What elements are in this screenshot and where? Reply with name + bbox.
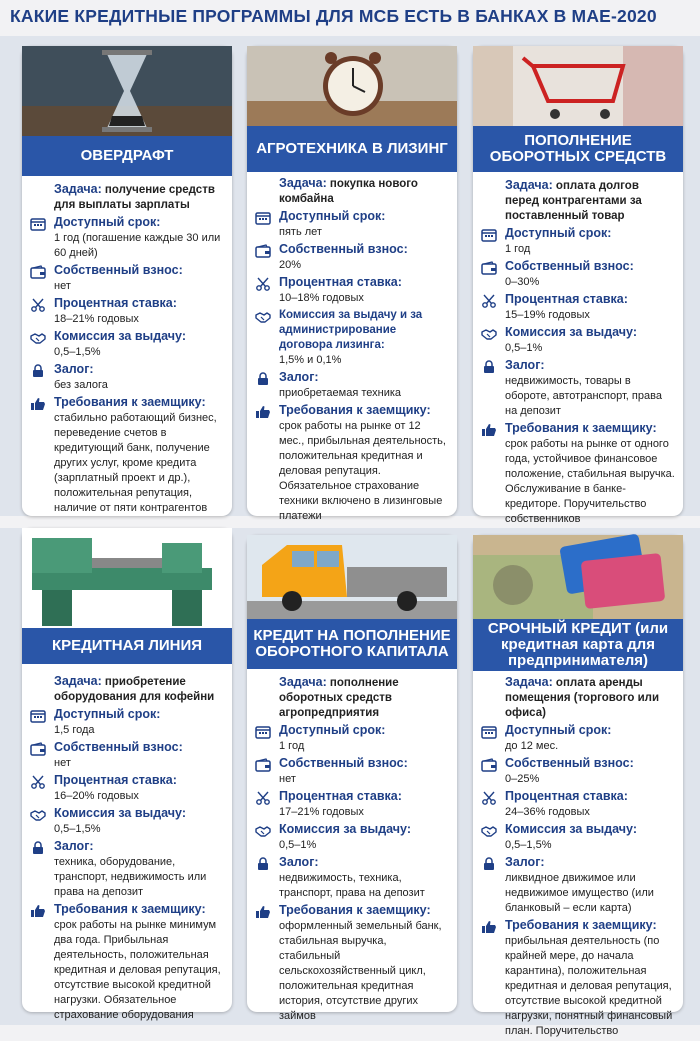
row-value: 0,5–1% <box>505 342 543 354</box>
row-value: техника, оборудование, транспорт, недвижимость или права на депозит <box>54 856 207 898</box>
info-row <box>30 839 224 900</box>
info-row <box>255 242 449 273</box>
row-label: Процентная ставка: <box>279 275 402 289</box>
hourglass-photo <box>22 46 232 136</box>
card-working-capital-loan <box>247 535 457 1022</box>
row-value: 17–21% годовых <box>279 806 364 818</box>
card-working-capital <box>473 46 683 525</box>
row-value: 1 год <box>505 243 531 255</box>
row-value: оформленный земельный банк, стабильная выручка, стабильный сельскохозяйственный цикл, положительная кредитная история, отсутствие других займов <box>279 920 442 1022</box>
card-body <box>247 675 457 1026</box>
row-value: ликвидное движимое или недвижимое имущество (или бланковый – если карта) <box>505 872 654 914</box>
info-row <box>481 421 675 527</box>
page-title: КАКИЕ КРЕДИТНЫЕ ПРОГРАММЫ ДЛЯ МСБ ЕСТЬ В БАНКАХ В МАЕ-2020 <box>10 6 657 26</box>
row-value: оплата долгов перед контрагентами за поставленный товар <box>505 180 642 222</box>
row-label: Требования к заемщику: <box>279 903 431 917</box>
row-value: без залога <box>54 379 108 391</box>
info-row <box>30 263 224 294</box>
row-value: 0–30% <box>505 276 540 288</box>
card-term-loan <box>473 535 683 1037</box>
row-label: Залог: <box>505 358 545 372</box>
pickup-truck-photo <box>247 535 457 619</box>
row-label: Комиссия за выдачу: <box>54 329 187 343</box>
row-label: Доступный срок: <box>54 707 161 721</box>
row-label: Комиссия за выдачу: <box>279 822 412 836</box>
row-value: нет <box>54 757 71 769</box>
info-row <box>255 209 449 240</box>
info-row <box>481 756 675 787</box>
info-row <box>481 178 675 224</box>
row-value: 24–36% годовых <box>505 806 590 818</box>
shopping-cart-photo <box>473 46 683 126</box>
thumbs-up-icon <box>255 905 273 919</box>
calendar-icon <box>481 228 499 242</box>
thumbs-up-icon <box>30 397 48 411</box>
card-agro-leasing <box>247 46 457 522</box>
handshake-icon <box>481 327 499 341</box>
row-label: Требования к заемщику: <box>279 403 431 417</box>
info-row <box>481 226 675 257</box>
wallet-icon <box>30 742 48 756</box>
row-label: Требования к заемщику: <box>54 902 206 916</box>
wallet-icon <box>481 261 499 275</box>
scissors-icon <box>255 791 273 805</box>
row-value: 16–20% годовых <box>54 790 139 802</box>
calendar-icon <box>255 725 273 739</box>
row-label: Собственный взнос: <box>279 242 408 256</box>
lock-icon <box>30 841 48 855</box>
thumbs-up-icon <box>255 405 273 419</box>
row-label: Процентная ставка: <box>54 773 177 787</box>
row-label: Собственный взнос: <box>505 756 634 770</box>
row-value: 0–25% <box>505 773 540 785</box>
row-value: срок работы на рынке минимум два года. Прибыльная деятельность, положительная кредитная и деловая репутация, отсутствие высокой кредитной нагрузки. Обязательное страхование оборудования <box>54 919 221 1021</box>
wallet-icon <box>255 758 273 772</box>
info-row <box>481 723 675 754</box>
row-label: Доступный срок: <box>505 723 612 737</box>
row-label: Доступный срок: <box>279 209 386 223</box>
wallet-icon <box>255 244 273 258</box>
card-body <box>247 176 457 526</box>
card-heading: ОВЕРДРАФТ <box>22 136 232 176</box>
row-value: приобретение оборудования для кофейни <box>54 676 215 703</box>
handshake-icon <box>30 331 48 345</box>
info-row <box>30 362 224 393</box>
info-row <box>255 370 449 401</box>
thumbs-up-icon <box>481 423 499 437</box>
calendar-icon <box>255 211 273 225</box>
calendar-icon <box>481 725 499 739</box>
lock-icon <box>255 857 273 871</box>
handshake-icon <box>255 310 273 324</box>
card-body <box>22 674 232 1025</box>
info-row <box>255 822 449 853</box>
info-row <box>481 358 675 419</box>
card-credit-line <box>22 528 232 1021</box>
row-label: Процентная ставка: <box>505 292 628 306</box>
row-value: 20% <box>279 259 302 271</box>
row-label: Собственный взнос: <box>279 756 408 770</box>
row-label: Комиссия за выдачу: <box>505 822 638 836</box>
row-label: Собственный взнос: <box>54 263 183 277</box>
row-label: Требования к заемщику: <box>54 395 206 409</box>
info-row <box>255 903 449 1024</box>
card-heading: ПОПОЛНЕНИЕ ОБОРОТНЫХ СРЕДСТВ <box>473 126 683 172</box>
row-label: Задача: <box>505 675 553 689</box>
row-value: получение средств для выплаты зарплаты <box>54 184 215 211</box>
row-label: Залог: <box>279 855 319 869</box>
row-value: пополнение оборотных средств агропредприятия <box>279 677 399 719</box>
info-row <box>30 707 224 738</box>
info-row <box>255 403 449 524</box>
thumbs-up-icon <box>481 920 499 934</box>
lock-icon <box>481 857 499 871</box>
info-row <box>255 308 449 368</box>
card-body <box>473 675 683 1041</box>
calendar-icon <box>30 709 48 723</box>
card-heading: АГРОТЕХНИКА В ЛИЗИНГ <box>247 126 457 172</box>
info-row <box>30 395 224 516</box>
row-value: срок работы на рынке от одного года, устойчивое финансовое положение, стабильная выручка. Обслуживание в банке-кредиторе. Поручительство собственников <box>505 438 675 525</box>
row-value: прибыльная деятельность (по крайней мере, до начала карантина), положительная кредитная и деловая репутация, отсутствие высокой кредитной нагрузки, понятный финансовый план. Поручительство <box>505 935 673 1037</box>
row-label: Задача: <box>279 176 327 190</box>
row-value: 0,5–1,5% <box>505 839 552 851</box>
row-label: Доступный срок: <box>279 723 386 737</box>
row-label: Комиссия за выдачу и за администрирование договора лизинга: <box>279 309 423 351</box>
row-value: покупка нового комбайна <box>279 178 418 205</box>
info-row <box>30 773 224 804</box>
scissors-icon <box>481 791 499 805</box>
card-overdraft <box>22 46 232 516</box>
card-heading: СРОЧНЫЙ КРЕДИТ (или кредитная карта для предпринимателя) <box>473 619 683 671</box>
row-value: 1,5 года <box>54 724 95 736</box>
handshake-icon <box>30 808 48 822</box>
info-row <box>255 789 449 820</box>
info-row <box>481 855 675 916</box>
info-row <box>30 674 224 705</box>
row-label: Процентная ставка: <box>279 789 402 803</box>
info-row <box>481 675 675 721</box>
lathe-machine-photo <box>22 528 232 628</box>
row-label: Собственный взнос: <box>505 259 634 273</box>
row-label: Процентная ставка: <box>54 296 177 310</box>
card-body <box>473 178 683 529</box>
info-row <box>255 723 449 754</box>
handshake-icon <box>481 824 499 838</box>
row-label: Задача: <box>54 182 102 196</box>
row-label: Доступный срок: <box>54 215 161 229</box>
wallet-icon <box>481 758 499 772</box>
row-label: Залог: <box>54 839 94 853</box>
row-value: 0,5–1,5% <box>54 823 101 835</box>
info-row <box>30 902 224 1023</box>
row-label: Залог: <box>505 855 545 869</box>
info-row <box>481 259 675 290</box>
row-value: оплата аренды помещения (торгового или офиса) <box>505 677 660 719</box>
info-row <box>30 329 224 360</box>
info-row <box>30 806 224 837</box>
scissors-icon <box>30 775 48 789</box>
row-value: приобретаемая техника <box>279 387 402 399</box>
card-heading: КРЕДИТНАЯ ЛИНИЯ <box>22 628 232 664</box>
row-label: Задача: <box>505 178 553 192</box>
thumbs-up-icon <box>30 904 48 918</box>
row-label: Требования к заемщику: <box>505 421 657 435</box>
row-value: 1,5% и 0,1% <box>279 354 342 366</box>
row-label: Залог: <box>279 370 319 384</box>
row-value: 1 год (погашение каждые 30 или 60 дней) <box>54 232 221 259</box>
info-row <box>255 275 449 306</box>
wallet-icon <box>30 265 48 279</box>
row-value: 18–21% годовых <box>54 313 139 325</box>
scissors-icon <box>481 294 499 308</box>
info-row <box>481 822 675 853</box>
alarm-clock-photo <box>247 46 457 126</box>
row-value: 15–19% годовых <box>505 309 590 321</box>
row-value: 1 год <box>279 740 305 752</box>
info-row <box>30 182 224 213</box>
row-value: срок работы на рынке от 12 мес., прибыльная деятельность, положительная кредитная и деловая репутация. Обязательное страхование техники включено в лизинговые платежи <box>279 420 446 522</box>
row-value: пять лет <box>279 226 322 238</box>
info-row <box>481 292 675 323</box>
lock-icon <box>255 372 273 386</box>
row-label: Комиссия за выдачу: <box>54 806 187 820</box>
row-label: Залог: <box>54 362 94 376</box>
lock-icon <box>30 364 48 378</box>
row-value: стабильно работающий бизнес, переведение счетов в кредитующий банк, получение других услуг, кроме кредита (зарплатный проект и др.), положительная репутация, наличие от пяти контрагентов <box>54 412 217 514</box>
row-label: Задача: <box>279 675 327 689</box>
info-row <box>30 296 224 327</box>
row-label: Доступный срок: <box>505 226 612 240</box>
calendar-icon <box>30 217 48 231</box>
card-heading: КРЕДИТ НА ПОПОЛНЕНИЕ ОБОРОТНОГО КАПИТАЛА <box>247 619 457 669</box>
info-row <box>255 855 449 901</box>
info-row <box>30 740 224 771</box>
info-row <box>481 789 675 820</box>
row-label: Собственный взнос: <box>54 740 183 754</box>
row-value: 0,5–1% <box>279 839 317 851</box>
row-label: Комиссия за выдачу: <box>505 325 638 339</box>
money-cards-photo <box>473 535 683 619</box>
row-label: Задача: <box>54 674 102 688</box>
row-value: 0,5–1,5% <box>54 346 101 358</box>
row-value: до 12 мес. <box>505 740 559 752</box>
info-row <box>255 756 449 787</box>
info-row <box>481 325 675 356</box>
card-body <box>22 182 232 518</box>
lock-icon <box>481 360 499 374</box>
row-value: нет <box>54 280 71 292</box>
info-row <box>30 215 224 261</box>
scissors-icon <box>255 277 273 291</box>
info-row <box>255 675 449 721</box>
row-value: недвижимость, товары в обороте, автотранспорт, права на депозит <box>505 375 662 417</box>
row-label: Процентная ставка: <box>505 789 628 803</box>
info-row <box>481 918 675 1039</box>
row-value: недвижимость, техника, транспорт, права на депозит <box>279 872 425 899</box>
handshake-icon <box>255 824 273 838</box>
row-value: нет <box>279 773 296 785</box>
row-label: Требования к заемщику: <box>505 918 657 932</box>
row-value: 10–18% годовых <box>279 292 364 304</box>
info-row <box>255 176 449 207</box>
scissors-icon <box>30 298 48 312</box>
